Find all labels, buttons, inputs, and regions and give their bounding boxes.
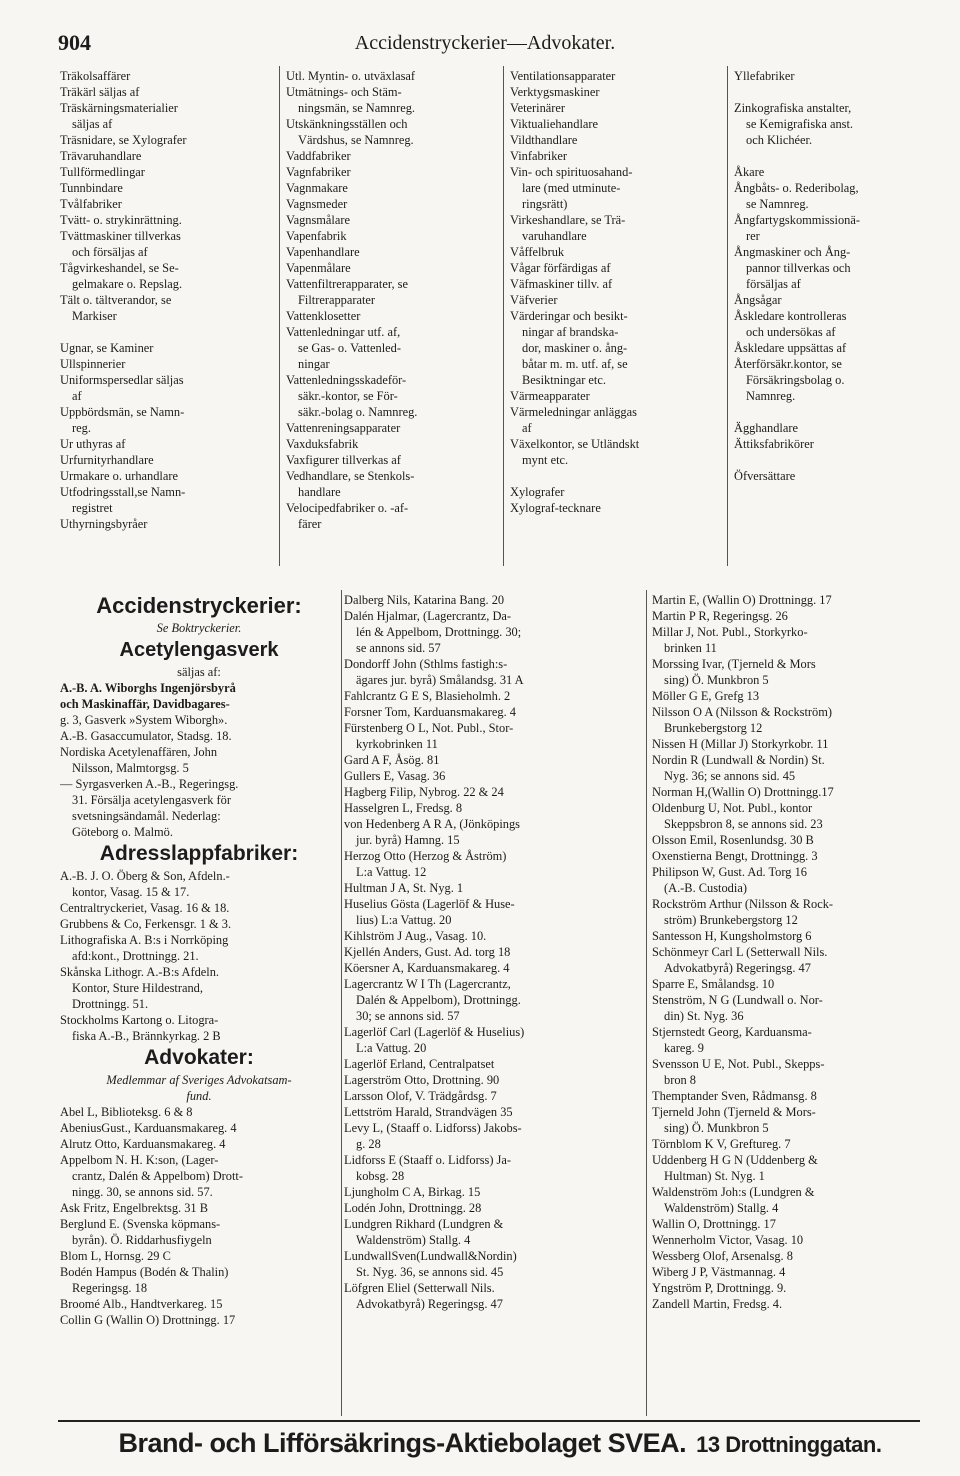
entry-line: Hultman J A, St. Nyg. 1 [344, 881, 464, 895]
entry-line: Nordin R (Lundwall & Nordin) St. [652, 753, 825, 767]
entry-line: St. Nyg. 36, se annons sid. 45 [356, 1265, 504, 1279]
entry-line: Utmätnings- och Stäm- [286, 85, 402, 99]
entry-line: A.-B. Gasaccumulator, Stadsg. 18. [60, 729, 232, 743]
entry-line: Martin P R, Regeringsg. 26 [652, 609, 788, 623]
entry-line: Levy L, (Staaff o. Lidforss) Jakobs- [344, 1121, 522, 1135]
entry-line: Ullspinnerier [60, 357, 126, 371]
entry-line: Urmakare o. urhandlare [60, 469, 178, 483]
entry-line: Svensson U E, Not. Publ., Skepps- [652, 1057, 825, 1071]
entry-line: Martin E, (Wallin O) Drottningg. 17 [652, 593, 832, 607]
entry-line: Fürstenberg O L, Not. Publ., Stor- [344, 721, 514, 735]
entry-line: Vapenhandlare [286, 245, 360, 259]
column-rule [503, 66, 504, 566]
index-column-4 [734, 68, 934, 484]
advokat-listing [60, 1104, 338, 1328]
entry-line: Tågvirkeshandel, se Se- [60, 261, 179, 275]
entry-line: lius) L:a Vattug. 20 [356, 913, 452, 927]
entry-line: Vaddfabriker [286, 149, 351, 163]
blank-line [510, 468, 722, 484]
entry-line: Dalén & Appelbom), Drottningg. [356, 993, 521, 1007]
entry-line: g. 3, Gasverk »System Wiborgh». [60, 713, 228, 727]
entry-line: g. 28 [356, 1137, 381, 1151]
entry-line: bron 8 [664, 1073, 697, 1087]
entry-line: Vagnmakare [286, 181, 348, 195]
entry-line: Centraltryckeriet, Vasag. 16 & 18. [60, 901, 230, 915]
entry-line: Utfodringsstall,se Namn- [60, 485, 186, 499]
subheading: säljas af: [177, 665, 221, 679]
index-column-2 [286, 68, 498, 532]
entry-line: Tunnbindare [60, 181, 123, 195]
entry-line: Norman H,(Wallin O) Drottningg.17 [652, 785, 834, 799]
entry-line: Tält o. tältverandor, se [60, 293, 172, 307]
entry-line: säljas af [72, 117, 113, 131]
entry-line: ringsrätt) [522, 197, 568, 211]
entry-line: Skånska Lithogr. A.-B:s Afdeln. [60, 965, 220, 979]
entry-line: ningg. 30, se annons sid. 57. [72, 1185, 213, 1199]
entry-line: Grubbens & Co, Ferkensgr. 1 & 3. [60, 917, 232, 931]
entry-line: Nyg. 36; se annons sid. 45 [664, 769, 796, 783]
entry-line: Värdshus, se Namnreg. [298, 133, 414, 147]
entry-line: Kihlström J Aug., Vasag. 10. [344, 929, 487, 943]
entry-line: Lagerlöf Erland, Centralpatset [344, 1057, 495, 1071]
entry-line: Vagnsmeder [286, 197, 348, 211]
adresslapp-listing [60, 868, 338, 1044]
entry-line: Träskärningsmaterialier [60, 101, 178, 115]
entry-line: Verktygsmaskiner [510, 85, 600, 99]
column-rule [279, 66, 280, 566]
entry-line: fiska A.-B., Brännkyrkag. 2 B [72, 1029, 221, 1043]
entry-line: varuhandlare [522, 229, 587, 243]
entry-line: Collin G (Wallin O) Drottningg. 17 [60, 1313, 236, 1327]
footer-banner-text: Brand- och Lifförsäkrings-Aktiebolaget SVEA. [118, 1428, 687, 1458]
entry-line: Uppbördsmän, se Namn- [60, 405, 185, 419]
section-heading-accidenstryckerier: Accidenstryckerier: [96, 593, 302, 618]
entry-line: se Namnreg. [746, 197, 809, 211]
entry-line: ningar af brandska- [522, 325, 619, 339]
entry-line: säkr.-bolag o. Namnreg. [298, 405, 418, 419]
blank-line [734, 404, 934, 420]
entry-line: Oxenstierna Bengt, Drottningg. 3 [652, 849, 818, 863]
entry-line: kyrkobrinken 11 [356, 737, 438, 751]
entry-line: Lagerlöf Carl (Lagerlöf & Huselius) [344, 1025, 525, 1039]
blank-line [734, 452, 934, 468]
entry-line: 30; se annons sid. 57 [356, 1009, 460, 1023]
entry-line: Yllefabriker [734, 69, 795, 83]
entry-line: din) St. Nyg. 36 [664, 1009, 744, 1023]
entry-line: Vagnsmålare [286, 213, 350, 227]
entry-line: Ägghandlare [734, 421, 798, 435]
entry-line: Bodén Hampus (Bodén & Thalin) [60, 1265, 229, 1279]
entry-line: jur. byrå) Hamng. 15 [356, 833, 460, 847]
entry-line: Vin- och spirituosahand- [510, 165, 633, 179]
entry-line: Utskänkningsställen och [286, 117, 408, 131]
entry-line: Åkare [734, 165, 765, 179]
entry-line: Themptander Sven, Rådmansg. 8 [652, 1089, 817, 1103]
entry-line: Vinfabriker [510, 149, 568, 163]
entry-line: Hasselgren L, Fredsg. 8 [344, 801, 463, 815]
index-column-3 [510, 68, 722, 516]
entry-line: Filtrerapparater [298, 293, 376, 307]
entry-line: Vaxfigurer tillverkas af [286, 453, 401, 467]
entry-line: lén & Appelbom, Drottningg. 30; [356, 625, 522, 639]
entry-line: kontor, Vasag. 15 & 17. [72, 885, 190, 899]
entry-line: se Gas- o. Vattenled- [298, 341, 401, 355]
entry-line: Träkärl säljas af [60, 85, 140, 99]
section-heading-adresslappfabriker: Adresslappfabriker: [99, 842, 299, 865]
entry-line: Nordiska Acetylenaffären, John [60, 745, 218, 759]
entry-line: färer [298, 517, 322, 531]
entry-line: sing) Ö. Munkbron 5 [664, 1121, 769, 1135]
entry-line: registret [72, 501, 113, 515]
entry-line: dor, maskiner o. ång- [522, 341, 628, 355]
entry-line: Ur uthyras af [60, 437, 126, 451]
entry-line: Gullers E, Vasag. 36 [344, 769, 446, 783]
running-title: Accidenstryckerier—Advokater. [354, 32, 616, 54]
entry-line: Wennerholm Victor, Vasag. 10 [652, 1233, 804, 1247]
entry-line: Gard A F, Åsög. 81 [344, 753, 440, 767]
entry-line: Vågar förfärdigas af [510, 261, 611, 275]
entry-line: Oldenburg U, Not. Publ., kontor [652, 801, 813, 815]
entry-line: se Kemigrafiska anst. [746, 117, 854, 131]
entry-line: Sparre E, Smålandsg. 10 [652, 977, 775, 991]
entry-line: kareg. 9 [664, 1041, 704, 1055]
entry-line: Vattenfiltrerapparater, se [286, 277, 408, 291]
entry-line: och undersökas af [746, 325, 836, 339]
entry-line: mynt etc. [522, 453, 569, 467]
entry-line: (A.-B. Custodia) [664, 881, 747, 895]
entry-line: Öfversättare [734, 469, 796, 483]
entry-line: — Syrgasverken A.-B., Regeringsg. [60, 777, 239, 791]
entry-line: Väfmaskiner tillv. af [510, 277, 613, 291]
entry-line: Ljungholm C A, Birkag. 15 [344, 1185, 481, 1199]
entry-line: båtar m. m. utf. af, se [522, 357, 628, 371]
entry-line: Uthyrningsbyråer [60, 517, 148, 531]
entry-line: Huselius Gösta (Lagerlöf & Huse- [344, 897, 515, 911]
entry-line: Fahlcrantz G E S, Blasieholmh. 2 [344, 689, 511, 703]
entry-line: Löfgren Eliel (Setterwall Nils. [344, 1281, 495, 1295]
entry-line: pannor tillverkas och [746, 261, 851, 275]
entry-line: se annons sid. 57 [356, 641, 441, 655]
entry-line: Värmeledningar anläggas [510, 405, 637, 419]
lower-column-1 [60, 592, 338, 1328]
entry-line: Lundgren Rikhard (Lundgren & [344, 1217, 504, 1231]
entry-line: A.-B. J. O. Öberg & Son, Afdeln.- [60, 869, 230, 883]
entry-line: L:a Vattug. 20 [356, 1041, 427, 1055]
entry-line: AbeniusGust., Karduansmakareg. 4 [60, 1121, 237, 1135]
entry-line: Vapenmålare [286, 261, 351, 275]
section-note: Medlemmar af Sveriges Advokatsam- [106, 1073, 292, 1087]
column-rule [341, 590, 342, 1416]
entry-line: Blom L, Hornsg. 29 C [60, 1249, 171, 1263]
entry-line: Återförsäkr.kontor, se [734, 357, 842, 371]
entry-line: Millar J, Not. Publ., Storkyrko- [652, 625, 808, 639]
entry-line: Herzog Otto (Herzog & Åström) [344, 849, 507, 863]
lower-column-2 [344, 592, 640, 1312]
page-number: 904 [58, 30, 91, 55]
entry-line: Utl. Myntin- o. utväxlasaf [286, 69, 416, 83]
entry-line: Göteborg o. Malmö. [72, 825, 173, 839]
entry-line: Abel L, Biblioteksg. 6 & 8 [60, 1105, 193, 1119]
entry-line: ägares jur. byrå) Smålandsg. 31 A [356, 673, 524, 687]
entry-line: crantz, Dalén & Appelbom) Drott- [72, 1169, 244, 1183]
entry-line: Åskledare uppsättas af [734, 341, 847, 355]
entry-line: Drottningg. 51. [72, 997, 149, 1011]
entry-line: och Klichéer. [746, 133, 813, 147]
entry-line: Försäkringsbolag o. [746, 373, 845, 387]
entry-line: Kontor, Sture Hildestrand, [72, 981, 203, 995]
entry-line: Lettström Harald, Strandvägen 35 [344, 1105, 513, 1119]
footer-rule [58, 1420, 920, 1422]
entry-line: Ångbåts- o. Rederibolag, [734, 181, 859, 195]
entry-line: Nilsson O A (Nilsson & Rockström) [652, 705, 833, 719]
acetylen-listing [60, 680, 338, 840]
entry-line: A.-B. A. Wiborghs Ingenjörsbyrå [60, 681, 236, 695]
entry-line: Tvålfabriker [60, 197, 122, 211]
entry-line: Wiberg J P, Västmannag. 4 [652, 1265, 786, 1279]
entry-line: Broomé Alb., Handtverkareg. 15 [60, 1297, 223, 1311]
entry-line: och Maskinaffär, Davidbagares- [60, 697, 230, 711]
entry-line: Uniformspersedlar säljas [60, 373, 184, 387]
entry-line: Yngström P, Drottningg. 9. [652, 1281, 787, 1295]
entry-line: Besiktningar etc. [522, 373, 606, 387]
entry-line: Wessberg Olof, Arsenalsg. 8 [652, 1249, 793, 1263]
entry-line: Uddenberg H G N (Uddenberg & [652, 1153, 818, 1167]
entry-line: Rockström Arthur (Nilsson & Rock- [652, 897, 834, 911]
entry-line: Vattenledningsskadeför- [286, 373, 407, 387]
entry-line: Vaxduksfabrik [286, 437, 359, 451]
entry-line: Waldenström Joh:s (Lundgren & [652, 1185, 815, 1199]
entry-line: Veterinärer [510, 101, 566, 115]
entry-line: gelmakare o. Repslag. [72, 277, 183, 291]
entry-line: Santesson H, Kungsholmstorg 6 [652, 929, 812, 943]
entry-line: försäljas af [746, 277, 801, 291]
entry-line: Advokatbyrå) Regeringsg. 47 [356, 1297, 503, 1311]
entry-line: Lagercrantz W I Th (Lagercrantz, [344, 977, 511, 991]
entry-line: Ventilationsapparater [510, 69, 616, 83]
entry-line: Alrutz Otto, Karduansmakareg. 4 [60, 1137, 226, 1151]
entry-line: Morssing Ivar, (Tjerneld & Mors [652, 657, 816, 671]
entry-line: Åskledare kontrolleras [734, 309, 847, 323]
entry-line: Velocipedfabriker o. -af- [286, 501, 409, 515]
entry-line: Ask Fritz, Engelbrektsg. 31 B [60, 1201, 208, 1215]
blank-line [734, 84, 934, 100]
entry-line: kobsg. 28 [356, 1169, 405, 1183]
entry-line: Törnblom K V, Greftureg. 7 [652, 1137, 791, 1151]
entry-line: Lagerström Otto, Drottning. 90 [344, 1073, 500, 1087]
entry-line: Vedhandlare, se Stenkols- [286, 469, 415, 483]
entry-line: och försäljas af [72, 245, 148, 259]
entry-line: Brunkebergstorg 12 [664, 721, 763, 735]
entry-line: Stockholms Kartong o. Litogra- [60, 1013, 219, 1027]
entry-line: Virkeshandlare, se Trä- [510, 213, 626, 227]
entry-line: Waldenström) Stallg. 4 [356, 1233, 471, 1247]
entry-line: Stenström, N G (Lundwall o. Nor- [652, 993, 823, 1007]
entry-line: 31. Försälja acetylengasverk för [72, 793, 231, 807]
entry-line: LundwallSven(Lundwall&Nordin) [344, 1249, 517, 1263]
see-reference: Se Boktryckerier. [156, 621, 242, 635]
entry-line: Philipson W, Gust. Ad. Torg 16 [652, 865, 807, 879]
entry-line: Vildthandlare [510, 133, 578, 147]
entry-line: brinken 11 [664, 641, 717, 655]
entry-line: Markiser [72, 309, 117, 323]
entry-line: Kjellén Anders, Gust. Ad. torg 18 [344, 945, 511, 959]
entry-line: Värmeapparater [510, 389, 590, 403]
entry-line: lare (med utminute- [522, 181, 621, 195]
entry-line: Köersner A, Karduansmakareg. 4 [344, 961, 510, 975]
footer-advertisement [100, 1428, 900, 1459]
entry-line: Zinkografiska anstalter, [734, 101, 852, 115]
section-note: fund. [186, 1089, 212, 1103]
entry-line: Olsson Emil, Rosenlundsg. 30 B [652, 833, 814, 847]
entry-line: von Hedenberg A R A, (Jönköpings [344, 817, 520, 831]
entry-line: Nissen H (Millar J) Storkyrkobr. 11 [652, 737, 829, 751]
entry-line: Xylograf-tecknare [510, 501, 601, 515]
entry-line: rer [746, 229, 760, 243]
entry-line: Ättiksfabrikörer [734, 437, 814, 451]
entry-line: byrån). Ö. Riddarhusfiygeln [72, 1233, 212, 1247]
entry-line: Träsnidare, se Xylografer [60, 133, 187, 147]
entry-line: reg. [72, 421, 91, 435]
entry-line: Namnreg. [746, 389, 796, 403]
entry-line: Viktualiehandlare [510, 117, 599, 131]
entry-line: svetsningsändamål. Nederlag: [72, 809, 221, 823]
entry-line: Möller G E, Grefg 13 [652, 689, 760, 703]
entry-line: Regeringsg. 18 [72, 1281, 148, 1295]
entry-line: Tullförmedlingar [60, 165, 145, 179]
entry-line: Schönmeyr Carl L (Setterwall Nils. [652, 945, 828, 959]
entry-line: af [72, 389, 82, 403]
entry-line: Xylografer [510, 485, 565, 499]
entry-line: handlare [298, 485, 341, 499]
entry-line: ningsmän, se Namnreg. [298, 101, 415, 115]
entry-line: Stjernstedt Georg, Karduansma- [652, 1025, 812, 1039]
entry-line: Dalberg Nils, Katarina Bang. 20 [344, 593, 505, 607]
entry-line: säkr.-kontor, se För- [298, 389, 398, 403]
entry-line: Dondorff John (Sthlms fastigh:s- [344, 657, 508, 671]
entry-line: Väfverier [510, 293, 558, 307]
entry-line: Träkolsaffärer [60, 69, 131, 83]
entry-line: L:a Vattug. 12 [356, 865, 427, 879]
entry-line: Hagberg Filip, Nybrog. 22 & 24 [344, 785, 504, 799]
entry-line: Urfurnityrhandlare [60, 453, 154, 467]
entry-line: Hultman) St. Nyg. 1 [664, 1169, 765, 1183]
entry-line: sing) Ö. Munkbron 5 [664, 673, 769, 687]
entry-line: Vattenreningsapparater [286, 421, 401, 435]
entry-line: Nilsson, Malmtorgsg. 5 [72, 761, 189, 775]
section-heading-advokater: Advokater: [144, 1046, 254, 1069]
column-rule [727, 66, 728, 566]
entry-line: Vattenledningar utf. af, [286, 325, 401, 339]
entry-line: ström) Brunkebergstorg 12 [664, 913, 798, 927]
entry-line: Lithografiska A. B:s i Norrköping [60, 933, 229, 947]
footer-address: 13 Drottninggatan. [696, 1432, 882, 1457]
entry-line: Vapenfabrik [286, 229, 347, 243]
entry-line: Trävaruhandlare [60, 149, 142, 163]
entry-line: Lodén John, Drottningg. 28 [344, 1201, 482, 1215]
entry-line: Larsson Olof, V. Trädgårdsg. 7 [344, 1089, 497, 1103]
entry-line: Värderingar och besikt- [510, 309, 628, 323]
entry-line: Waldenström) Stallg. 4 [664, 1201, 779, 1215]
entry-line: Forsner Tom, Karduansmakareg. 4 [344, 705, 516, 719]
entry-line: Appelbom N. H. K:son, (Lager- [60, 1153, 219, 1167]
entry-line: ningar [298, 357, 330, 371]
lower-column-3 [652, 592, 934, 1312]
entry-line: af [522, 421, 532, 435]
entry-line: Zandell Martin, Fredsg. 4. [652, 1297, 783, 1311]
entry-line: afd:kont., Drottningg. 21. [72, 949, 199, 963]
page-header [58, 30, 912, 62]
entry-line: Ångfartygskommissionä- [734, 213, 860, 227]
index-column-1 [60, 68, 272, 532]
entry-line: Wallin O, Drottningg. 17 [652, 1217, 776, 1231]
entry-line: Ångsågar [734, 293, 782, 307]
entry-line: Berglund E. (Svenska köpmans- [60, 1217, 221, 1231]
entry-line: Våffelbruk [510, 245, 565, 259]
entry-line: Ångmaskiner och Ång- [734, 245, 851, 259]
entry-line: Lidforss E (Staaff o. Lidforss) Ja- [344, 1153, 512, 1167]
entry-line: Dalén Hjalmar, (Lagercrantz, Da- [344, 609, 512, 623]
entry-line: Skeppsbron 8, se annons sid. 23 [664, 817, 823, 831]
entry-line: Växelkontor, se Utländskt [510, 437, 640, 451]
entry-line: Vattenklosetter [286, 309, 361, 323]
entry-line: Tvättmaskiner tillverkas [60, 229, 181, 243]
blank-line [734, 148, 934, 164]
entry-line: Ugnar, se Kaminer [60, 341, 154, 355]
blank-line [60, 324, 272, 340]
section-heading-acetylengasverk: Acetylengasverk [119, 639, 279, 661]
entry-line: Advokatbyrå) Regeringsg. 47 [664, 961, 811, 975]
entry-line: Tvätt- o. strykinrättning. [60, 213, 182, 227]
column-rule [646, 590, 647, 1416]
entry-line: Tjerneld John (Tjerneld & Mors- [652, 1105, 816, 1119]
entry-line: Vagnfabriker [286, 165, 351, 179]
